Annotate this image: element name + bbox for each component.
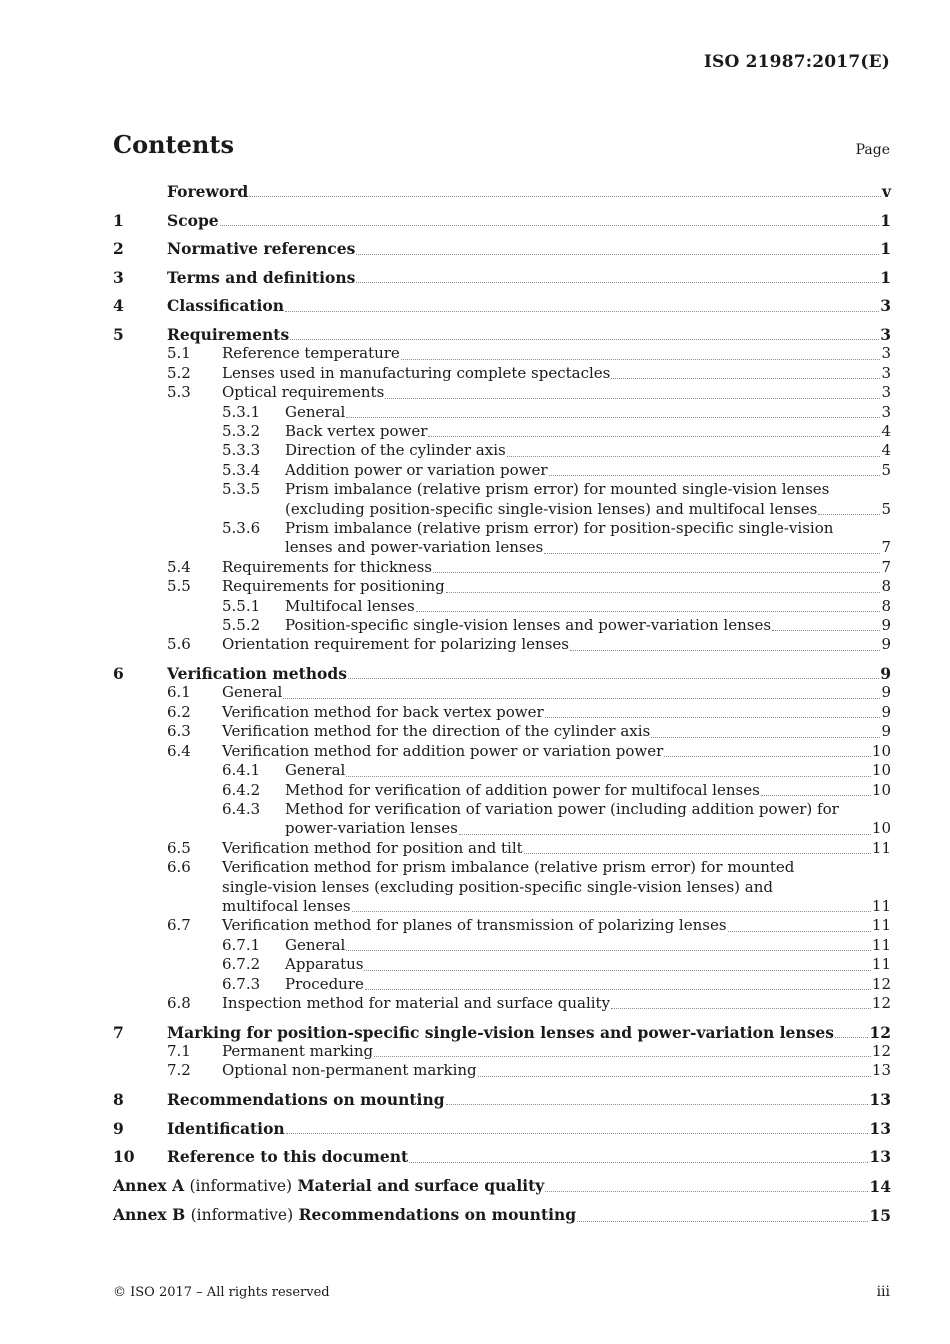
toc-entry-number: 2	[113, 239, 124, 259]
annex-heading: Material and surface quality	[297, 1175, 545, 1195]
toc-entry-number: 6.7	[167, 916, 191, 935]
toc-entry[interactable]	[113, 955, 891, 974]
toc-entry[interactable]	[113, 296, 891, 315]
toc-entry-page: 4	[881, 422, 891, 440]
toc-entry-page: 10	[871, 780, 891, 799]
toc-entry-page: 3	[881, 363, 891, 382]
dot-leader	[818, 513, 880, 515]
annex-prefix: Annex B	[113, 1205, 186, 1225]
toc-entry-title: Method for verification of addition power for multifocal lenses	[285, 780, 760, 799]
toc-entry-number: 5.6	[167, 635, 191, 654]
toc-entry[interactable]	[113, 664, 891, 683]
toc-entry-number: 5.3.3	[222, 441, 261, 460]
toc-entry[interactable]	[113, 441, 891, 460]
dot-leader	[664, 755, 871, 757]
toc-entry-number: 5.5.1	[222, 596, 261, 615]
annex-heading: Recommendations on mounting	[298, 1205, 577, 1225]
toc-entry-page: 14	[869, 1176, 891, 1196]
toc-entry-continuation[interactable]	[113, 819, 891, 838]
toc-entry[interactable]	[113, 839, 891, 858]
toc-entry-number: 6.8	[167, 993, 191, 1012]
toc-entry[interactable]	[113, 1042, 891, 1061]
toc-entry[interactable]	[113, 742, 891, 761]
toc-entry-number: 10	[113, 1147, 135, 1167]
toc-entry-continuation[interactable]	[113, 897, 891, 916]
toc-entry-title: Classification	[167, 296, 285, 316]
dot-leader	[544, 552, 880, 554]
toc-entry-title: Verification method for prism imbalance (relative prism error) for mounted	[222, 858, 795, 877]
toc-entry-page: 13	[869, 1089, 891, 1109]
toc-entry-title: General	[285, 761, 346, 780]
toc-entry-number: 5.3.2	[222, 422, 261, 440]
toc-entry-title: Marking for position-specific single-vision lenses and power-variation lenses	[167, 1022, 835, 1042]
toc-entry-title: General	[222, 683, 283, 702]
dot-leader	[728, 930, 871, 932]
toc-entry-title: (excluding position-specific single-vision lenses) and multifocal lenses	[285, 499, 818, 518]
toc-entry[interactable]	[113, 461, 891, 480]
toc-entry-page: 5	[881, 460, 891, 479]
toc-entry[interactable]	[113, 683, 891, 702]
toc-entry-title: Orientation requirement for polarizing lenses	[222, 635, 569, 654]
toc-entry-page: 9	[881, 683, 891, 702]
toc-entry-title: General	[285, 935, 346, 954]
toc-entry-title: Optional non-permanent marking	[222, 1061, 477, 1080]
page-column-label: Page	[855, 142, 890, 158]
toc-entry-page: 4	[881, 441, 891, 460]
toc-entry-number: 7.1	[167, 1041, 191, 1060]
toc-entry-title: Scope	[167, 210, 219, 230]
dot-leader	[385, 397, 880, 399]
toc-entry[interactable]	[113, 597, 891, 616]
toc-entry[interactable]	[113, 635, 891, 654]
toc-entry[interactable]	[113, 858, 891, 877]
dot-leader	[286, 1132, 869, 1134]
toc-entry[interactable]	[113, 403, 891, 422]
toc-entry-page: 10	[871, 819, 891, 838]
dot-leader	[761, 794, 871, 796]
dot-leader	[549, 474, 881, 476]
toc-entry-title: Addition power or variation power	[285, 460, 548, 479]
toc-entry[interactable]	[113, 800, 891, 819]
toc-entry-page: 1	[880, 267, 891, 287]
toc-entry-title: Normative references	[167, 239, 356, 259]
toc-entry-number: 5.3.5	[222, 480, 261, 499]
toc-entry-title: single-vision lenses (excluding position-specific single-vision lenses) and	[222, 877, 774, 896]
toc-entry-number: 6.6	[167, 858, 191, 877]
toc-entry[interactable]	[113, 182, 891, 201]
toc-entry[interactable]	[113, 211, 891, 230]
toc-entry-page: 11	[871, 896, 891, 915]
toc-entry-page: 10	[871, 741, 891, 760]
dot-leader	[348, 677, 879, 679]
toc-entry[interactable]	[113, 781, 891, 800]
dot-leader	[428, 435, 880, 437]
dot-leader	[285, 310, 879, 312]
toc-entry-number: 5.5.2	[222, 616, 261, 635]
toc-entry-title: Apparatus	[285, 955, 364, 974]
toc-entry[interactable]	[113, 519, 891, 538]
toc-entry-page: 3	[880, 296, 891, 316]
toc-entry[interactable]	[113, 1119, 891, 1138]
dot-leader	[611, 377, 880, 379]
copyright-notice: © ISO 2017 – All rights reserved	[113, 1285, 330, 1300]
toc-entry-title: power-variation lenses	[285, 819, 458, 838]
dot-leader	[249, 195, 881, 197]
toc-entry-number: 6.4.3	[222, 799, 261, 818]
toc-entry[interactable]	[113, 344, 891, 363]
toc-entry-page: 13	[871, 1061, 891, 1080]
dot-leader	[433, 571, 880, 573]
annex-qualifier: (informative)	[189, 1176, 293, 1195]
dot-leader	[346, 416, 880, 418]
toc-entry-number: 5.3	[167, 383, 191, 402]
toc-entry-page: 8	[881, 577, 891, 596]
dot-leader	[356, 281, 879, 283]
toc-entry-title: Procedure	[285, 974, 364, 993]
page-title: Contents	[113, 130, 234, 159]
toc-entry-page: 9	[881, 722, 891, 741]
toc-entry-title: lenses and power-variation lenses	[285, 538, 544, 557]
dot-leader	[772, 629, 880, 631]
toc-entry[interactable]	[113, 1090, 891, 1109]
toc-entry-page: 11	[871, 955, 891, 974]
toc-entry-page: 5	[881, 499, 891, 518]
toc-entry-page: 10	[871, 761, 891, 780]
toc-entry-title: Verification method for back vertex power	[222, 702, 544, 721]
toc-entry-title: Requirements	[167, 324, 290, 344]
toc-entry-number: 6.7.1	[222, 935, 261, 954]
toc-entry-number: 6	[113, 664, 124, 684]
toc-entry-title: Verification method for the direction of the cylinder axis	[222, 722, 651, 741]
toc-entry-page: 13	[869, 1147, 891, 1167]
toc-entry-page: 3	[881, 344, 891, 363]
dot-leader	[409, 1161, 868, 1163]
document-id: ISO 21987:2017(E)	[703, 52, 890, 72]
toc-entry-page: 3	[881, 383, 891, 402]
toc-entry-page: 9	[881, 616, 891, 635]
toc-entry-number: 5.3.4	[222, 460, 261, 479]
toc-entry-number: 7	[113, 1022, 124, 1042]
toc-entry[interactable]	[113, 1205, 891, 1225]
dot-leader	[478, 1075, 871, 1077]
toc-entry-page: v	[881, 182, 891, 201]
dot-leader	[611, 1007, 871, 1009]
annex-title	[113, 1176, 544, 1196]
toc-entry-number: 8	[113, 1089, 124, 1109]
toc-entry-title: Foreword	[167, 182, 249, 201]
toc-entry-page: 8	[881, 596, 891, 615]
toc-entry-number: 4	[113, 296, 124, 316]
toc-entry[interactable]	[113, 761, 891, 780]
toc-entry[interactable]	[113, 239, 891, 258]
dot-leader	[545, 716, 881, 718]
toc-entry-number: 9	[113, 1118, 124, 1138]
toc-entry-number: 5.4	[167, 557, 191, 576]
toc-entry-number: 6.4.2	[222, 780, 261, 799]
dot-leader	[220, 224, 880, 226]
toc-entry[interactable]	[113, 1023, 891, 1042]
toc-entry-page: 1	[880, 239, 891, 259]
toc-entry-number: 6.4.1	[222, 761, 261, 780]
toc-entry-title: Method for verification of variation power (including addition power) for	[285, 799, 839, 818]
toc-entry-title: Position-specific single-vision lenses and power-variation lenses	[285, 616, 772, 635]
toc-entry-page: 15	[869, 1206, 891, 1226]
annex-title	[113, 1205, 576, 1225]
toc-entry-page: 9	[880, 664, 891, 684]
toc-entry-number: 5.3.1	[222, 402, 261, 421]
toc-entry[interactable]	[113, 1176, 891, 1196]
toc-entry[interactable]	[113, 480, 891, 499]
toc-entry[interactable]	[113, 558, 891, 577]
dot-leader	[507, 455, 881, 457]
toc-entry-title: multifocal lenses	[222, 896, 351, 915]
toc-entry-page: 13	[869, 1118, 891, 1138]
toc-entry[interactable]	[113, 364, 891, 383]
toc-entry-title: Direction of the cylinder axis	[285, 441, 506, 460]
dot-leader	[374, 1055, 871, 1057]
dot-leader	[365, 988, 871, 990]
toc-entry-number: 6.7.2	[222, 955, 261, 974]
dot-leader	[835, 1036, 868, 1038]
toc-entry-page: 9	[881, 702, 891, 721]
dot-leader	[416, 610, 881, 612]
toc-entry-page: 12	[871, 1041, 891, 1060]
dot-leader	[356, 253, 879, 255]
toc-entry-number: 1	[113, 210, 124, 230]
toc-entry-page: 7	[881, 538, 891, 557]
toc-entry[interactable]	[113, 703, 891, 722]
toc-entry-number: 6.4	[167, 741, 191, 760]
toc-entry-title: Requirements for thickness	[222, 557, 432, 576]
toc-entry-page: 3	[880, 324, 891, 344]
dot-leader	[290, 338, 879, 340]
toc-entry-number: 3	[113, 267, 124, 287]
toc-entry-page: 11	[871, 838, 891, 857]
toc-entry[interactable]	[113, 422, 891, 441]
dot-leader	[446, 591, 881, 593]
toc-entry-title: Reference to this document	[167, 1147, 409, 1167]
annex-prefix: Annex A	[113, 1175, 185, 1195]
toc-entry-continuation[interactable]	[113, 538, 891, 557]
table-of-contents	[113, 182, 891, 1226]
dot-leader	[401, 358, 881, 360]
toc-entry-number: 5.3.6	[222, 519, 261, 538]
toc-entry-continuation[interactable]	[113, 878, 891, 897]
toc-entry-title: Verification method for addition power or variation power	[222, 741, 664, 760]
dot-leader	[524, 852, 871, 854]
dot-leader	[352, 910, 871, 912]
dot-leader	[346, 775, 871, 777]
toc-entry-page: 1	[880, 210, 891, 230]
dot-leader	[570, 649, 880, 651]
toc-entry[interactable]	[113, 577, 891, 596]
toc-entry[interactable]	[113, 268, 891, 287]
toc-entry[interactable]	[113, 994, 891, 1013]
dot-leader	[446, 1103, 869, 1105]
page-number: iii	[876, 1284, 890, 1300]
toc-entry[interactable]	[113, 616, 891, 635]
toc-entry-continuation[interactable]	[113, 500, 891, 519]
toc-entry-title: Optical requirements	[222, 383, 385, 402]
dot-leader	[346, 949, 871, 951]
toc-entry-page: 11	[871, 935, 891, 954]
dot-leader	[364, 969, 870, 971]
toc-entry-title: Lenses used in manufacturing complete spectacles	[222, 363, 611, 382]
toc-entry-page: 3	[881, 402, 891, 421]
annex-qualifier: (informative)	[190, 1206, 294, 1225]
toc-entry-title: Permanent marking	[222, 1041, 374, 1060]
toc-entry-title: Identification	[167, 1118, 285, 1138]
dot-leader	[459, 833, 871, 835]
toc-entry-title: Inspection method for material and surface quality	[222, 993, 611, 1012]
toc-entry[interactable]	[113, 975, 891, 994]
toc-entry-title: Recommendations on mounting	[167, 1089, 445, 1109]
toc-entry-page: 12	[871, 993, 891, 1012]
toc-entry-title: Terms and definitions	[167, 267, 356, 287]
toc-entry-title: Reference temperature	[222, 344, 400, 363]
toc-entry-page: 7	[881, 557, 891, 576]
toc-entry[interactable]	[113, 1061, 891, 1080]
toc-entry-number: 5.2	[167, 363, 191, 382]
toc-entry-number: 6.5	[167, 838, 191, 857]
toc-entry-number: 6.3	[167, 722, 191, 741]
toc-entry-title: Verification method for planes of transmission of polarizing lenses	[222, 916, 727, 935]
toc-entry-page: 12	[871, 974, 891, 993]
toc-entry-title: Prism imbalance (relative prism error) for mounted single-vision lenses	[285, 480, 830, 499]
toc-entry[interactable]	[113, 383, 891, 402]
toc-entry-number: 6.2	[167, 702, 191, 721]
toc-entry-title: Verification methods	[167, 664, 347, 684]
toc-entry-number: 5.5	[167, 577, 191, 596]
dot-leader	[651, 736, 880, 738]
toc-entry-number: 6.1	[167, 683, 191, 702]
toc-entry-title: General	[285, 402, 346, 421]
toc-entry-page: 11	[871, 916, 891, 935]
dot-leader	[577, 1220, 868, 1222]
toc-entry-title: Verification method for position and tilt	[222, 838, 523, 857]
toc-entry[interactable]	[113, 325, 891, 344]
toc-entry[interactable]	[113, 936, 891, 955]
toc-entry-title: Requirements for positioning	[222, 577, 445, 596]
dot-leader	[283, 697, 880, 699]
toc-entry[interactable]	[113, 916, 891, 935]
toc-entry-page: 9	[881, 635, 891, 654]
dot-leader	[545, 1190, 868, 1192]
toc-entry-number: 7.2	[167, 1061, 191, 1080]
toc-entry-title: Prism imbalance (relative prism error) for position-specific single-vision	[285, 519, 834, 538]
toc-entry-number: 5	[113, 324, 124, 344]
toc-entry-number: 5.1	[167, 344, 191, 363]
toc-entry[interactable]	[113, 1147, 891, 1166]
toc-entry-number: 6.7.3	[222, 974, 261, 993]
toc-entry[interactable]	[113, 722, 891, 741]
toc-entry-title: Back vertex power	[285, 422, 428, 440]
toc-entry-page: 12	[869, 1022, 891, 1042]
toc-entry-title: Multifocal lenses	[285, 596, 415, 615]
